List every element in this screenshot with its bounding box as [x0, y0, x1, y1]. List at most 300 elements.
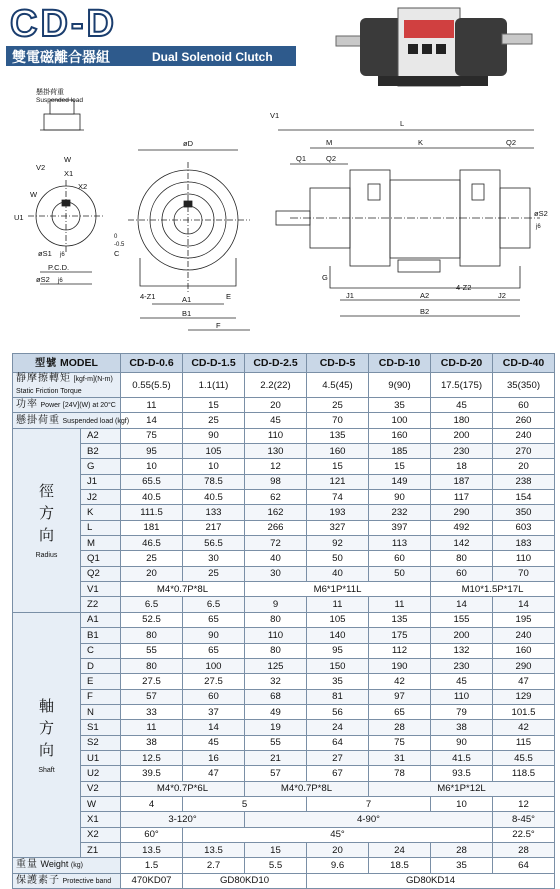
dimension-value: 142 [431, 536, 493, 551]
load-value: 260 [493, 413, 555, 428]
dimension-value: 40.5 [183, 490, 245, 505]
side-view [14, 155, 104, 284]
dimension-value: 67 [307, 766, 369, 781]
weight-value: 9.6 [307, 858, 369, 873]
dimension-value: 181 [121, 520, 183, 535]
dimension-value: 79 [431, 704, 493, 719]
table-header [13, 354, 555, 373]
title-en: Dual Solenoid Clutch [152, 50, 273, 64]
model-label-en: MODEL [60, 356, 98, 369]
x1-value: 8-45° [493, 812, 555, 827]
table-row [13, 444, 555, 459]
dimension-value: 78.5 [183, 474, 245, 489]
model-name: CD-D-2.5 [245, 354, 307, 373]
dimension-symbol: C [81, 643, 121, 658]
plan-j2: J2 [498, 291, 506, 300]
dimension-value: 14 [183, 720, 245, 735]
dimension-value: 60 [369, 551, 431, 566]
dimension-value: 50 [369, 566, 431, 581]
dimension-symbol: B2 [81, 444, 121, 459]
dimension-symbol: J1 [81, 474, 121, 489]
dimension-symbol: F [81, 689, 121, 704]
dimension-value: 217 [183, 520, 245, 535]
dimension-value: 185 [369, 444, 431, 459]
plan-j1: J1 [346, 291, 354, 300]
dimension-value: 190 [369, 658, 431, 673]
front-c-tol2: 0 [114, 234, 118, 240]
dimension-value: 24 [307, 720, 369, 735]
dimension-value: 15 [369, 459, 431, 474]
dimension-symbol: E [81, 674, 121, 689]
torque-unit: [kgf-m](N-m) [73, 376, 113, 383]
plan-s2: øS2 [534, 209, 548, 218]
dimension-value: 27.5 [121, 674, 183, 689]
dimension-symbol: J2 [81, 490, 121, 505]
torque-value: 0.55(5.5) [121, 373, 183, 398]
v1-value: M10*1.5P*17L [431, 582, 555, 597]
front-d: øD [183, 139, 193, 148]
spec-table [12, 353, 555, 889]
front-b1: B1 [182, 309, 192, 318]
dimension-value: 20 [307, 842, 369, 857]
table-row [13, 428, 555, 443]
dimension-value: 75 [369, 735, 431, 750]
plan-m: M [326, 138, 333, 147]
torque-en: Static Friction Torque [16, 388, 82, 395]
table-row [13, 612, 555, 627]
dimension-symbol: D [81, 658, 121, 673]
x1-value: 4-90° [245, 812, 493, 827]
dimension-value: 56.5 [183, 536, 245, 551]
load-value: 70 [307, 413, 369, 428]
table-row [13, 781, 555, 796]
dimension-value: 19 [245, 720, 307, 735]
torque-value: 35(350) [493, 373, 555, 398]
dimension-symbol: Q1 [81, 551, 121, 566]
dimension-value: 55 [245, 735, 307, 750]
torque-label [13, 373, 121, 398]
dimension-value: 238 [493, 474, 555, 489]
dimension-value: 40 [307, 566, 369, 581]
dimension-value: 81 [307, 689, 369, 704]
dimension-value: 47 [493, 674, 555, 689]
power-value: 15 [183, 398, 245, 413]
plan-v1: V1 [270, 111, 280, 120]
dimension-value: 25 [183, 566, 245, 581]
dimension-value: 149 [369, 474, 431, 489]
dimension-value: 16 [183, 750, 245, 765]
dimension-value: 112 [369, 643, 431, 658]
dimension-symbol: U2 [81, 766, 121, 781]
dimension-symbol: X1 [81, 812, 121, 827]
dimension-value: 21 [245, 750, 307, 765]
weight-value: 1.5 [121, 858, 183, 873]
dimension-value: 65 [183, 612, 245, 627]
plan-z2: 4-Z2 [456, 283, 472, 292]
radius-zh-2: 向 [38, 526, 54, 544]
dimension-value: 232 [369, 505, 431, 520]
x2-value: 22.5° [493, 827, 555, 842]
plan-q2: Q2 [326, 154, 337, 163]
header-graphics [0, 0, 560, 90]
logo-text: CD-D [10, 3, 117, 45]
power-unit: [24V](W) at 20°C [62, 402, 116, 410]
dimension-value: 121 [307, 474, 369, 489]
dimension-symbol: K [81, 505, 121, 520]
load-zh: 懸掛荷重 [16, 414, 60, 426]
power-value: 25 [307, 398, 369, 413]
weight-zh: 重量 [16, 859, 38, 871]
front-f: F [216, 321, 221, 330]
dimension-value: 135 [369, 612, 431, 627]
dimension-value: 350 [493, 505, 555, 520]
title-zh: 雙電磁離合器組 [12, 49, 110, 65]
model-name: CD-D-5 [307, 354, 369, 373]
shaft-en: Shaft [38, 766, 55, 774]
side-s2: øS2 [36, 275, 50, 284]
table-row [13, 766, 555, 781]
model-name: CD-D-40 [493, 354, 555, 373]
weight-en: Weight [40, 859, 69, 870]
table-row [13, 674, 555, 689]
dimension-value: 27 [307, 750, 369, 765]
dimension-value: 45 [183, 735, 245, 750]
dimension-value: 240 [493, 628, 555, 643]
dimension-symbol: W [81, 796, 121, 811]
dimension-value: 183 [493, 536, 555, 551]
dimension-symbol: L [81, 520, 121, 535]
dimension-value: 55 [121, 643, 183, 658]
dimension-value: 40 [245, 551, 307, 566]
dimension-value: 135 [307, 428, 369, 443]
dimension-value: 110 [245, 428, 307, 443]
front-a1: A1 [182, 295, 192, 304]
dimension-value: 80 [245, 612, 307, 627]
side-v2: V2 [36, 163, 46, 172]
dimension-value: 154 [493, 490, 555, 505]
dimension-value: 97 [369, 689, 431, 704]
radius-zh-1: 方 [38, 504, 54, 522]
front-view [114, 139, 250, 330]
table-row [13, 643, 555, 658]
dimension-value: 160 [493, 643, 555, 658]
table-row [13, 536, 555, 551]
table-row [13, 566, 555, 581]
dimension-value: 78 [369, 766, 431, 781]
load-en: Suspended load (kgf) [62, 417, 130, 425]
x2-value: 60° [121, 827, 183, 842]
side-pcd: P.C.D. [48, 263, 70, 272]
table-row [13, 796, 555, 811]
dimension-value: 80 [121, 628, 183, 643]
table-row [13, 842, 555, 857]
dimension-value: 162 [245, 505, 307, 520]
dimension-value: 28 [431, 842, 493, 857]
dimension-value: 60 [431, 566, 493, 581]
dimension-value: 90 [431, 735, 493, 750]
front-c-tol1: -0.5 [114, 242, 125, 248]
v2-value: M6*1P*12L [369, 781, 555, 796]
power-label [13, 398, 121, 413]
dimension-value: 187 [431, 474, 493, 489]
side-s2-tol: j6 [58, 278, 63, 284]
weight-value: 18.5 [369, 858, 431, 873]
dimension-value: 75 [121, 428, 183, 443]
dimension-value: 50 [307, 551, 369, 566]
dimension-value: 101.5 [493, 704, 555, 719]
drawings-svg [0, 88, 560, 350]
dimension-value: 95 [307, 643, 369, 658]
w-value: 4 [121, 796, 183, 811]
dimension-value: 80 [245, 643, 307, 658]
dimension-value: 39.5 [121, 766, 183, 781]
v2-value: M4*0.7P*8L [245, 781, 369, 796]
plan-view [270, 111, 548, 316]
table-row [13, 827, 555, 842]
dimension-value: 603 [493, 520, 555, 535]
dimension-value: 24 [369, 842, 431, 857]
dimension-value: 230 [431, 444, 493, 459]
torque-value: 4.5(45) [307, 373, 369, 398]
table-row [13, 628, 555, 643]
dimension-value: 118.5 [493, 766, 555, 781]
w-value: 7 [307, 796, 431, 811]
product-photo [336, 8, 532, 86]
weight-unit: (kg) [70, 862, 83, 870]
shaft-zh-1: 方 [38, 719, 54, 737]
dimension-value: 12.5 [121, 750, 183, 765]
dimension-value: 140 [307, 628, 369, 643]
dimension-value: 92 [307, 536, 369, 551]
dimension-value: 266 [245, 520, 307, 535]
table-row [13, 873, 555, 888]
table-row [13, 398, 555, 413]
front-z1: 4-Z1 [140, 292, 156, 301]
dimension-value: 155 [431, 612, 493, 627]
dimension-value: 6.5 [121, 597, 183, 612]
dimension-value: 133 [183, 505, 245, 520]
model-name: CD-D-10 [369, 354, 431, 373]
model-name: CD-D-20 [431, 354, 493, 373]
dimension-value: 270 [493, 444, 555, 459]
side-w: W [64, 155, 72, 164]
dimension-value: 90 [369, 490, 431, 505]
dimension-value: 65 [369, 704, 431, 719]
v1-value: M4*0.7P*8L [121, 582, 245, 597]
suspended-zh: 懸掛荷重 [36, 89, 64, 96]
dimension-value: 95 [121, 444, 183, 459]
power-value: 60 [493, 398, 555, 413]
w-value: 10 [431, 796, 493, 811]
torque-value: 2.2(22) [245, 373, 307, 398]
dimension-value: 41.5 [431, 750, 493, 765]
dimension-value: 130 [245, 444, 307, 459]
dimension-value: 9 [245, 597, 307, 612]
dimension-value: 240 [493, 428, 555, 443]
dimension-value: 80 [431, 551, 493, 566]
torque-value: 17.5(175) [431, 373, 493, 398]
dimension-value: 110 [431, 689, 493, 704]
radius-group-label [13, 428, 81, 612]
load-value: 25 [183, 413, 245, 428]
table-row [13, 490, 555, 505]
load-value: 180 [431, 413, 493, 428]
dimension-value: 56 [307, 704, 369, 719]
band-en: Protective band [62, 877, 112, 885]
dimension-symbol: V1 [81, 582, 121, 597]
dimension-value: 11 [307, 597, 369, 612]
plan-a2: A2 [420, 291, 430, 300]
plan-g: G [322, 273, 328, 282]
dimension-symbol: B1 [81, 628, 121, 643]
plan-b2: B2 [420, 307, 430, 316]
radius-en: Radius [35, 551, 58, 559]
dimension-value: 6.5 [183, 597, 245, 612]
shaft-zh-0: 軸 [38, 697, 54, 715]
dimension-value: 47 [183, 766, 245, 781]
dimension-value: 105 [183, 444, 245, 459]
band-zh: 保護素子 [16, 874, 60, 886]
band-value: 470KD07 [121, 873, 183, 888]
dimension-value: 492 [431, 520, 493, 535]
power-value: 35 [369, 398, 431, 413]
dimension-value: 14 [431, 597, 493, 612]
side-x2: X2 [78, 182, 88, 191]
dimension-value: 31 [369, 750, 431, 765]
dimension-symbol: Z2 [81, 597, 121, 612]
model-label-zh: 型號 [35, 357, 58, 369]
dimension-value: 111.5 [121, 505, 183, 520]
dimension-value: 65 [183, 643, 245, 658]
torque-value: 9(90) [369, 373, 431, 398]
dimension-value: 10 [121, 459, 183, 474]
dimension-value: 62 [245, 490, 307, 505]
dimension-value: 68 [245, 689, 307, 704]
plan-q2-top: Q2 [506, 138, 517, 147]
dimension-value: 150 [307, 658, 369, 673]
table-row [13, 750, 555, 765]
dimension-value: 195 [493, 612, 555, 627]
dimension-value: 110 [493, 551, 555, 566]
dimension-value: 40.5 [121, 490, 183, 505]
dimension-value: 90 [183, 628, 245, 643]
dimension-value: 28 [369, 720, 431, 735]
dimension-value: 60 [183, 689, 245, 704]
dimension-value: 18 [431, 459, 493, 474]
dimension-value: 42 [369, 674, 431, 689]
dimension-symbol: X2 [81, 827, 121, 842]
shaft-zh-2: 向 [38, 741, 54, 759]
dimension-symbol: S1 [81, 720, 121, 735]
dimension-value: 14 [493, 597, 555, 612]
dimension-value: 105 [307, 612, 369, 627]
power-en: Power [40, 402, 61, 410]
dimension-value: 11 [369, 597, 431, 612]
front-e: E [226, 292, 232, 301]
table-row [13, 582, 555, 597]
side-x1: X1 [64, 169, 74, 178]
dimension-value: 117 [431, 490, 493, 505]
side-w2: W [30, 190, 38, 199]
dimension-value: 72 [245, 536, 307, 551]
dimension-value: 13.5 [121, 842, 183, 857]
table-row [13, 373, 555, 398]
dimension-value: 65.5 [121, 474, 183, 489]
dimension-value: 49 [245, 704, 307, 719]
dimension-value: 30 [245, 566, 307, 581]
plan-q1: Q1 [296, 154, 307, 163]
dimension-value: 57 [245, 766, 307, 781]
model-header [13, 354, 121, 373]
suspended-en: Suspended load [36, 97, 83, 104]
dimension-value: 200 [431, 428, 493, 443]
power-value: 11 [121, 398, 183, 413]
v1-value: M6*1P*11L [245, 582, 431, 597]
dimension-value: 30 [183, 551, 245, 566]
dimension-symbol: N [81, 704, 121, 719]
table-row [13, 520, 555, 535]
table-row [13, 704, 555, 719]
w-value: 5 [183, 796, 307, 811]
dimension-symbol: U1 [81, 750, 121, 765]
torque-value: 1.1(11) [183, 373, 245, 398]
dimension-value: 52.5 [121, 612, 183, 627]
dimension-symbol: V2 [81, 781, 121, 796]
load-value: 100 [369, 413, 431, 428]
dimension-value: 115 [493, 735, 555, 750]
dimension-value: 160 [307, 444, 369, 459]
table-row [13, 689, 555, 704]
weight-value: 5.5 [245, 858, 307, 873]
table-row [13, 474, 555, 489]
load-value: 14 [121, 413, 183, 428]
dimension-value: 290 [493, 658, 555, 673]
table-row [13, 551, 555, 566]
dimension-value: 15 [307, 459, 369, 474]
dimension-symbol: A1 [81, 612, 121, 627]
dimension-value: 38 [431, 720, 493, 735]
table-row [13, 720, 555, 735]
v2-value: M4*0.7P*6L [121, 781, 245, 796]
band-value: GD80KD10 [183, 873, 307, 888]
torque-zh: 靜摩擦轉矩 [16, 373, 71, 384]
table-row [13, 459, 555, 474]
weight-value: 64 [493, 858, 555, 873]
model-name: CD-D-1.5 [183, 354, 245, 373]
dimension-value: 20 [493, 459, 555, 474]
dimension-value: 200 [431, 628, 493, 643]
dimension-value: 70 [493, 566, 555, 581]
dimension-symbol: Q2 [81, 566, 121, 581]
dimension-value: 93.5 [431, 766, 493, 781]
dimension-value: 80 [121, 658, 183, 673]
dimension-value: 129 [493, 689, 555, 704]
weight-label [13, 858, 121, 873]
power-value: 20 [245, 398, 307, 413]
dimension-value: 193 [307, 505, 369, 520]
dimension-value: 160 [369, 428, 431, 443]
dimension-symbol: M [81, 536, 121, 551]
band-label [13, 873, 121, 888]
dimension-value: 11 [121, 720, 183, 735]
dimension-value: 57 [121, 689, 183, 704]
band-value: GD80KD14 [307, 873, 555, 888]
dimension-value: 32 [245, 674, 307, 689]
w-value: 12 [493, 796, 555, 811]
dimension-value: 45.5 [493, 750, 555, 765]
suspended-load-diagram [36, 87, 84, 130]
x2-value: 45° [183, 827, 493, 842]
